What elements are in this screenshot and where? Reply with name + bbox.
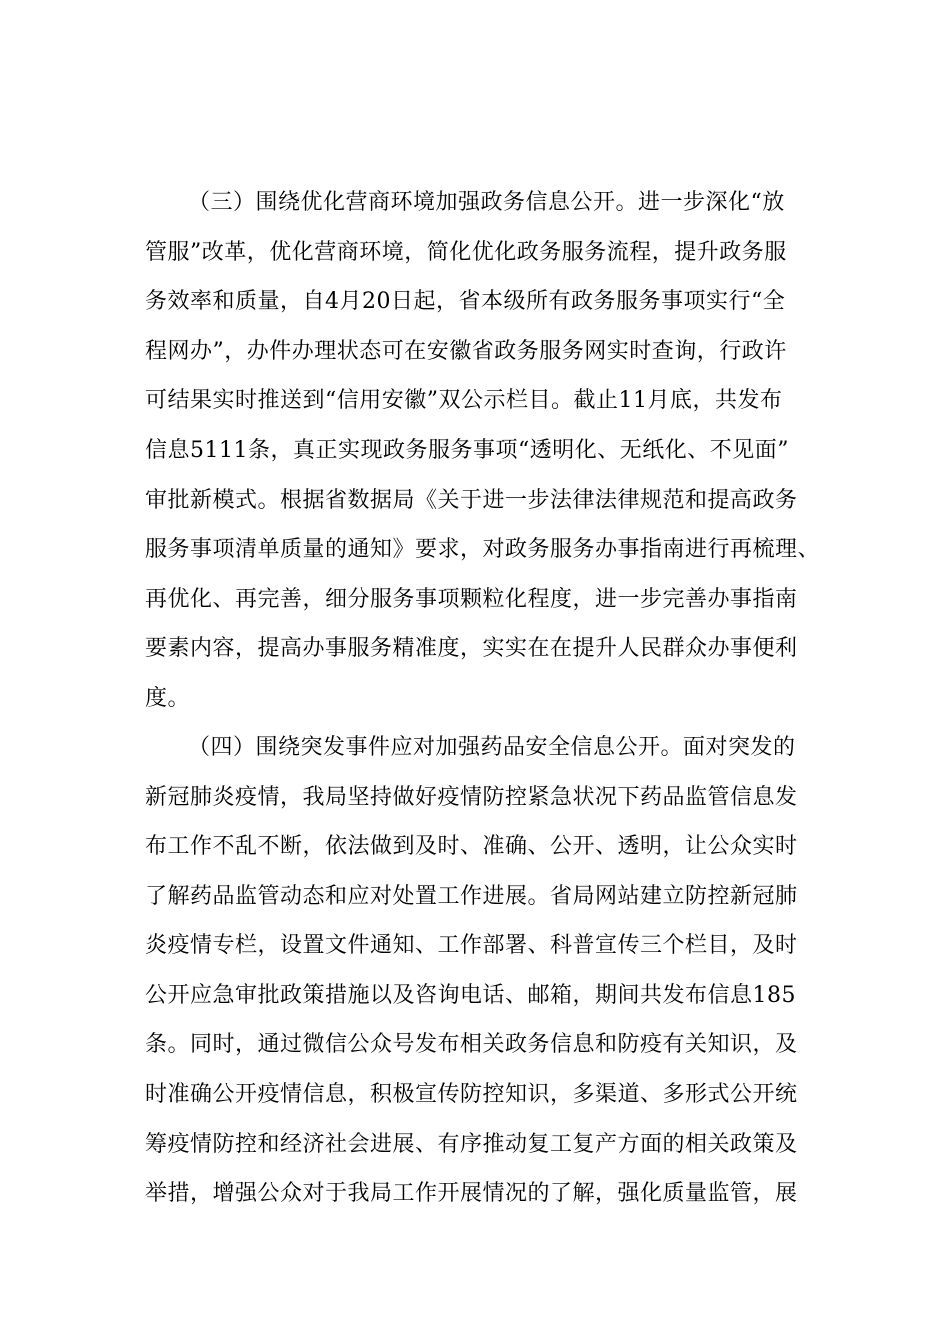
paragraph-3-line-9: 再优化、再完善，细分服务事项颗粒化程度，进一步完善办事指南: [145, 587, 798, 612]
paragraph-3-line-11: 度。: [145, 686, 191, 711]
paragraph-4-line-9: 筹疫情防控和经济社会进展、有序推动复工复产方面的相关政策及: [145, 1132, 798, 1157]
paragraph-4-line-6: 公开应急审批政策措施以及咨询电话、邮箱，期间共发布信息185: [145, 983, 796, 1008]
paragraph-4-line-4: 了解药品监管动态和应对处置工作进展。省局网站建立防控新冠肺: [145, 884, 798, 909]
paragraph-4-line-10: 举措，增强公众对于我局工作开展情况的了解，强化质量监管，展: [145, 1181, 798, 1206]
paragraph-3-line-1: （三）围绕优化营商环境加强政务信息公开。进一步深化“放: [188, 190, 785, 215]
paragraph-3-line-2: 管服”改革，优化营商环境，简化优化政务服务流程，提升政务服: [145, 240, 787, 265]
paragraph-4-line-8: 时准确公开疫情信息，积极宣传防控知识，多渠道、多形式公开统: [145, 1082, 798, 1107]
paragraph-3-line-3: 务效率和质量，自4月20日起，省本级所有政务服务事项实行“全: [145, 289, 786, 314]
paragraph-3-line-6: 信息5111条，真正实现政务服务事项“透明化、无纸化、不见面”: [145, 438, 789, 463]
paragraph-3-line-7: 审批新模式。根据省数据局《关于进一步法律法律规范和提高政务: [145, 488, 798, 513]
paragraph-4-line-7: 条。同时，通过微信公众号发布相关政务信息和防疫有关知识，及: [145, 1032, 798, 1057]
paragraph-4-line-3: 布工作不乱不断，依法做到及时、准确、公开、透明，让公众实时: [145, 834, 798, 859]
paragraph-4-line-2: 新冠肺炎疫情，我局坚持做好疫情防控紧急状况下药品监管信息发: [145, 785, 798, 810]
paragraph-3-line-5: 可结果实时推送到“信用安徽”双公示栏目。截止11月底，共发布: [145, 388, 783, 413]
paragraph-3-line-8: 服务事项清单质量的通知》要求，对政务服务办事指南进行再梳理、: [145, 537, 821, 562]
paragraph-3-line-4: 程网办”，办件办理状态可在安徽省政务服务网实时查询，行政许: [145, 339, 787, 364]
paragraph-4-line-1: （四）围绕突发事件应对加强药品安全信息公开。面对突发的: [188, 735, 796, 760]
paragraph-4-line-5: 炎疫情专栏，设置文件通知、工作部署、科普宣传三个栏目，及时: [145, 933, 798, 958]
paragraph-3-line-10: 要素内容，提高办事服务精准度，实实在在提升人民群众办事便利: [145, 636, 798, 661]
